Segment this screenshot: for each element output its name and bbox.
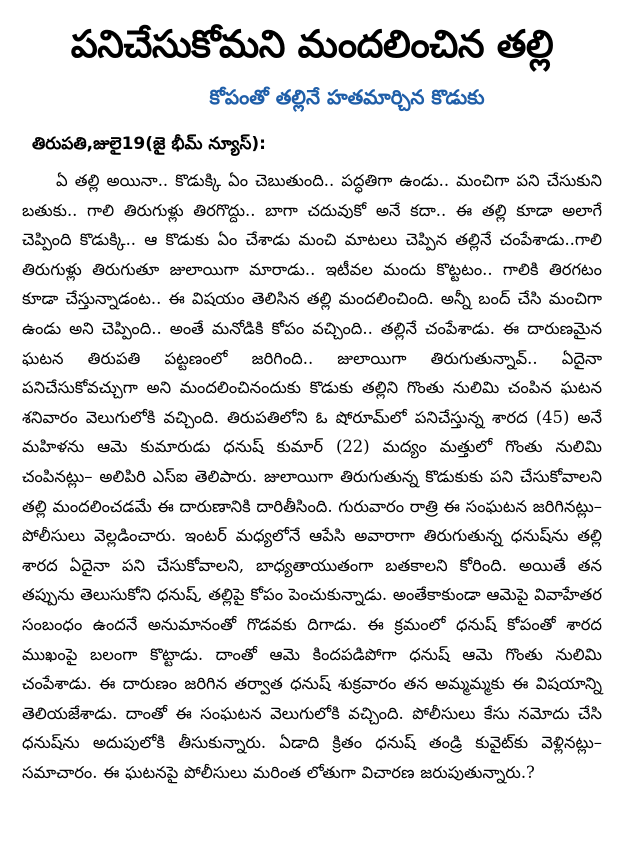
dateline: తిరుపతి,జులై19(జై భీమ్ న్యూస్):: [32, 134, 266, 154]
article-body: ఏ తల్లి అయినా.. కొడుక్కి ఏం చెబుతుంది.. పద్ధతిగా ఉండు.. మంచిగా పని చేసుకుని బతుకు.. గాలి తిరుగుళ్లు తిరగొద్దు.. బాగా చదువుకో అనే కదా.. ఈ తల్లి కూడా అలాగే చెప్పింది కొడుక్కి.. ఆ కొడుకు ఏం చేశాడు మంచి మాటలు చెప్పిన తల్లినే చంపేశాడు..గాలి తిరుగుళ్లు తిరుగుతూ జులాయిగా మారాడు.. ఇటీవల మందు కొట్టటం.. గాలికి తిరగటం కూడా చేస్తున్నాడంట.. ఈ విషయం తెలిసిన తల్లి మందలించింది. అన్నీ బంద్ చేసి మంచిగా ఉండు అని చెప్పింది.. అంతే మనోడికి కోపం వచ్చింది.. తల్లినే చంపేశాడు. ఈ దారుణమైన ఘటన తిరుపతి పట్టణంలో జరిగింది.. జులాయిగా తిరుగుతున్నావ్.. ఏదైనా పనిచేసుకోవచ్చుగా అని మందలించినందుకు కొడుకు తల్లిని గొంతు నులిమి చంపిన ఘటన శనివారం వెలుగులోకి వచ్చింది. తిరుపతిలోని ఓ షోరూమ్‌లో పనిచేస్తున్న శారద (45) అనే మహిళను ఆమె కుమారుడు ధనుష్ కుమార్ (22) మద్యం మత్తులో గొంతు నులిమి చంపినట్లు– అలిపిరి ఎస్ఐ తెలిపారు. జులాయిగా తిరుగుతున్న కొడుకుకు పని చేసుకోవాలని తల్లి మందలించడమే ఈ దారుణానికి దారితీసింది. గురువారం రాత్రి ఈ సంఘటన జరిగినట్లు– పోలీసులు వెల్లడించారు. ఇంటర్ మధ్యలోనే ఆపేసి అవారాగా తిరుగుతున్న ధనుష్‌ను తల్లి శారద ఏదైనా పని చేసుకోవాలని, బాధ్యతాయుతంగా బతకాలని కోరింది. అయితే తన తప్పును తెలుసుకోని ధనుష్, తల్లిపై కోపం పెంచుకున్నాడు. అంతేకాకుండా ఆమెపై వివాహేతర సంబంధం ఉందనే అనుమానంతో గొడవకు దిగాడు. ఈ క్రమంలో ధనుష్ కోపంతో శారద ముఖంపై బలంగా కొట్టాడు. దాంతో ఆమె కిందపడిపోగా ధనుష్ ఆమె గొంతు నులిమి చంపేశాడు. ఈ దారుణం జరిగిన తర్వాత ధనుష్ శుక్రవారం తన అమ్మమ్మకు ఈ విషయాన్ని తెలియజేశాడు. దాంతో ఈ సంఘటన వెలుగులోకి వచ్చింది. పోలీసులు కేసు నమోదు చేసి ధనుష్‌ను అదుపులోకి తీసుకున్నారు. ఏడాది క్రితం ధనుష్ తండ్రి కువైట్‌కు వెళ్లినట్లు– సమాచారం. ఈ ఘటనపై పోలీసులు మరింత లోతుగా విచారణ జరుపుతున్నారు.?: [22, 171, 602, 782]
headline: పనిచేసుకోమని మందలించిన తల్లి: [70, 22, 554, 66]
subheadline: కోపంతో తల్లినే హతమార్చిన కొడుకు: [209, 85, 485, 109]
